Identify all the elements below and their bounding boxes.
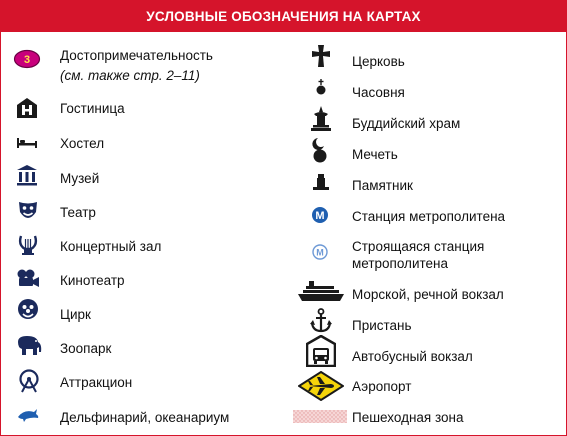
- legend-label-bus-station: Автобусный вокзал: [352, 349, 473, 364]
- monument-icon: [311, 173, 331, 191]
- legend-label-hotel: Гостиница: [60, 101, 125, 116]
- legend-label-pier: Пристань: [352, 318, 412, 333]
- airplane-icon: [298, 371, 344, 401]
- hostel-bed-icon: [15, 135, 39, 151]
- pedestrian-zone-icon: [293, 410, 347, 423]
- mosque-crescent-icon: [310, 137, 332, 163]
- legend-label-metro: Станция метрополитена: [352, 209, 506, 224]
- svg-text:3: 3: [23, 54, 31, 66]
- svg-text:M: M: [316, 247, 324, 258]
- circus-clown-icon: [17, 298, 39, 322]
- legend-label-pedestrian-zone: Пешеходная зона: [352, 410, 464, 425]
- metro-under-construction-icon: [312, 244, 328, 260]
- lyre-icon: [17, 233, 39, 257]
- hotel-icon: [16, 97, 38, 119]
- film-camera-icon: [16, 268, 40, 288]
- legend-label-hostel: Хостел: [60, 136, 105, 151]
- theatre-masks-icon: [17, 200, 39, 222]
- legend-sublabel-sight: (см. также стр. 2–11): [60, 68, 200, 83]
- legend-label-theatre: Театр: [60, 205, 96, 220]
- ship-icon: [297, 280, 345, 302]
- elephant-icon: [15, 334, 43, 356]
- museum-icon: [16, 164, 38, 186]
- legend-sublabel-metro-construction: метрополитена: [352, 256, 448, 271]
- legend-label-buddhist-temple: Буддийский храм: [352, 116, 461, 131]
- svg-text:M: M: [315, 210, 325, 222]
- legend-label-attraction: Аттракцион: [60, 375, 133, 390]
- buddhist-temple-icon: [310, 106, 332, 132]
- legend-title: УСЛОВНЫЕ ОБОЗНАЧЕНИЯ НА КАРТАХ: [1, 1, 566, 32]
- legend-label-metro-construction: Строящаяся станция: [352, 239, 485, 254]
- legend-label-mosque: Мечеть: [352, 147, 398, 162]
- legend-label-museum: Музей: [60, 171, 100, 186]
- legend-label-zoo: Зоопарк: [60, 341, 112, 356]
- legend-label-sight: Достопримечательность: [60, 48, 213, 63]
- legend-label-monument: Памятник: [352, 178, 413, 193]
- ferris-wheel-icon: [17, 369, 41, 393]
- legend-label-chapel: Часовня: [352, 85, 405, 100]
- metro-icon: [311, 206, 329, 224]
- legend-label-sea-terminal: Морской, речной вокзал: [352, 287, 504, 302]
- legend-label-airport: Аэропорт: [352, 379, 412, 394]
- chapel-icon: [315, 79, 327, 95]
- legend-label-circus: Цирк: [60, 307, 91, 322]
- anchor-icon: [310, 308, 332, 334]
- bus-station-icon: [306, 335, 336, 367]
- legend-label-cinema: Кинотеатр: [60, 273, 125, 288]
- church-cross-icon: [310, 44, 332, 68]
- legend-label-concert-hall: Концертный зал: [60, 239, 162, 254]
- legend-label-dolphinarium: Дельфинарий, океанариум: [60, 410, 230, 425]
- dolphin-icon: [16, 407, 40, 423]
- sight-number-icon: [13, 49, 41, 69]
- legend-label-church: Церковь: [352, 54, 405, 69]
